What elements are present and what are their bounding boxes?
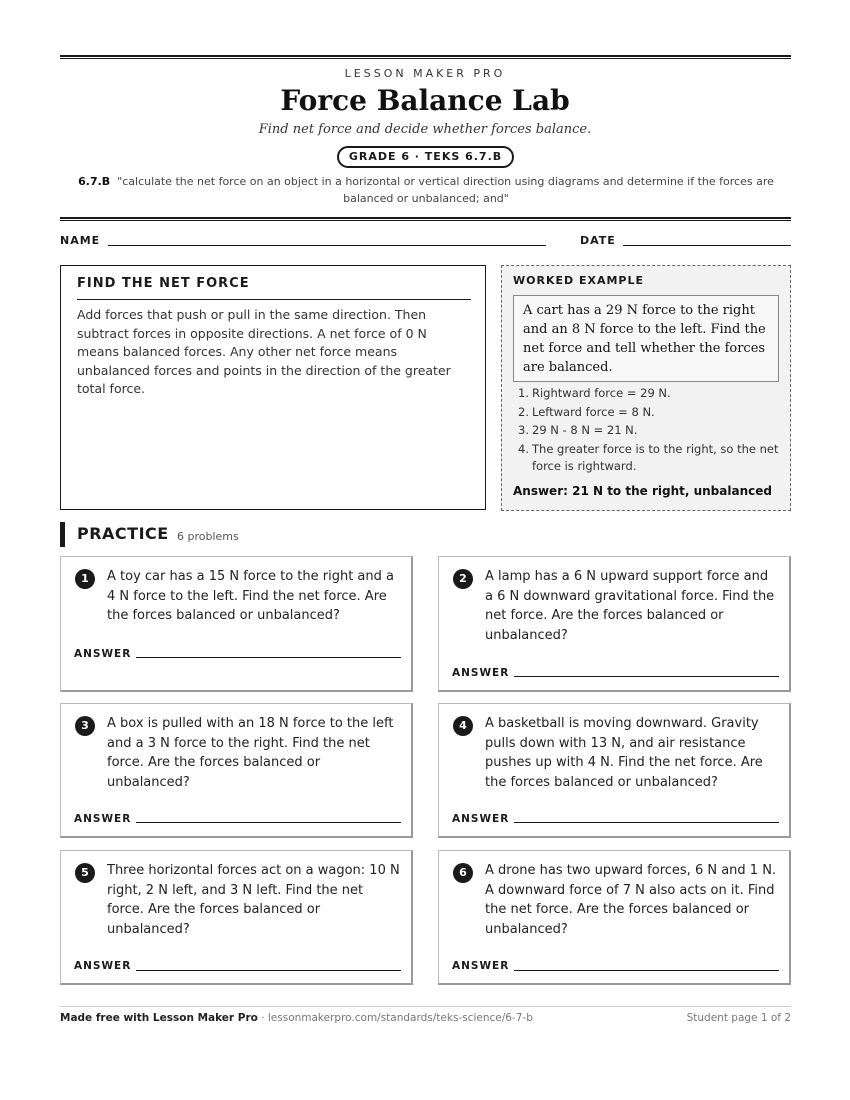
answer-field[interactable] [514,676,779,677]
problem-card-2 [438,556,791,692]
step-number: 1. [518,386,529,400]
grade-badge: GRADE 6 · TEKS 6.7.B [337,146,514,168]
worked-example-box [501,265,791,511]
step-number: 2. [518,404,529,419]
problem-card-6 [438,850,791,985]
answer-label: ANSWER [74,813,132,825]
answer-field[interactable] [136,970,401,971]
practice-accent-bar [60,522,65,547]
problem-text: A drone has two upward forces, 6 N and 1 N. A downward force of 7 N also acts on it. Find the net force. Are the forces balanced or unbalanced? [485,863,777,937]
answer-label: ANSWER [74,648,132,660]
date-label: DATE [580,234,616,247]
problem-number: 5 [75,863,95,883]
date-field[interactable] [623,245,791,246]
problem-text: Three horizontal forces act on a wagon: 10 N right, 2 N left, and 3 N left. Find the net force. Are the forces balanced or unbalanced? [107,863,400,937]
answer-field[interactable] [514,970,779,971]
standard-statement [62,173,790,207]
problem-card-4 [438,703,791,838]
worked-example-answer: Answer: 21 N to the right, unbalanced [513,484,772,498]
step-number: 3. [518,423,529,437]
answer-label: ANSWER [452,960,510,972]
footer-rule [60,1006,791,1007]
net-force-box [60,265,486,510]
worked-step [518,385,780,403]
answer-field[interactable] [136,657,401,658]
step-text: The greater force is to the right, so the net force is rightward. [532,441,779,473]
page-subtitle: Find net force and decide whether forces balance. [258,122,592,137]
problem-number: 6 [453,863,473,883]
answer-field[interactable] [136,822,401,823]
step-text: 29 N - 8 N = 21 N. [532,423,638,437]
brand-name: LESSON MAKER PRO [344,67,506,80]
standard-text: "calculate the net force on an object in a horizontal or vertical direction using diagrams and determine if the forces are balanced or unbalanced; and" [117,175,774,205]
answer-label: ANSWER [452,667,510,679]
footer-page-number: Student page 1 of 2 [686,1012,791,1024]
problem-number: 3 [75,716,95,736]
problem-text: A basketball is moving downward. Gravity pulls down with 13 N, and air resistance pushes up with 4 N. Find the net force. Are the forces balanced or unbalanced? [485,716,763,790]
answer-label: ANSWER [452,813,510,825]
top-rule [60,55,791,59]
footer-url[interactable]: · lessonmakerpro.com/standards/teks-science/6-7-b [257,1012,533,1024]
step-text: Rightward force = 29 N. [532,386,671,400]
worked-example-steps [518,385,780,477]
footer-made-with: Made free with Lesson Maker Pro [60,1012,258,1024]
problem-number: 1 [75,569,95,589]
answer-field[interactable] [514,822,779,823]
step-text: Leftward force = 8 N. [532,404,655,419]
problem-card-5 [60,850,413,985]
worked-step [518,441,780,476]
practice-title: PRACTICE [77,524,169,543]
answer-label: ANSWER [74,960,132,972]
problem-text: A box is pulled with an 18 N force to the left and a 3 N force to the right. Find the net force. Are the forces balanced or unbalanced? [107,716,394,790]
footer-credit [60,1012,533,1024]
problem-number: 2 [453,569,473,589]
name-label: NAME [60,234,101,247]
worked-step [518,404,780,422]
page-title: Force Balance Lab [280,84,570,117]
standard-code: 6.7.B [78,175,111,188]
net-force-divider [77,299,471,300]
problem-card-1 [60,556,413,692]
name-field[interactable] [108,245,546,246]
net-force-heading: FIND THE NET FORCE [77,276,250,291]
worked-step [518,422,780,440]
net-force-body: Add forces that push or pull in the same direction. Then subtract forces in opposite directions. A net force of 0 N means balanced forces. Any other net force means unbalanced forces and points in the direction of the greater total force. [77,307,451,396]
problem-card-3 [60,703,413,838]
problem-text: A lamp has a 6 N upward support force and a 6 N downward gravitational force. Find the net force. Are the forces balanced or unbalanced? [485,569,775,643]
header-rule [60,217,791,221]
step-number: 4. [518,441,529,456]
problem-number: 4 [453,716,473,736]
problem-text: A toy car has a 15 N force to the right and a 4 N force to the left. Find the net force. Are the forces balanced or unbalanced? [107,569,394,623]
worked-example-prompt: A cart has a 29 N force to the right and an 8 N force to the left. Find the net force and tell whether the forces are balanced. [513,295,779,382]
worked-example-heading: WORKED EXAMPLE [513,274,644,287]
practice-count: 6 problems [177,530,239,543]
